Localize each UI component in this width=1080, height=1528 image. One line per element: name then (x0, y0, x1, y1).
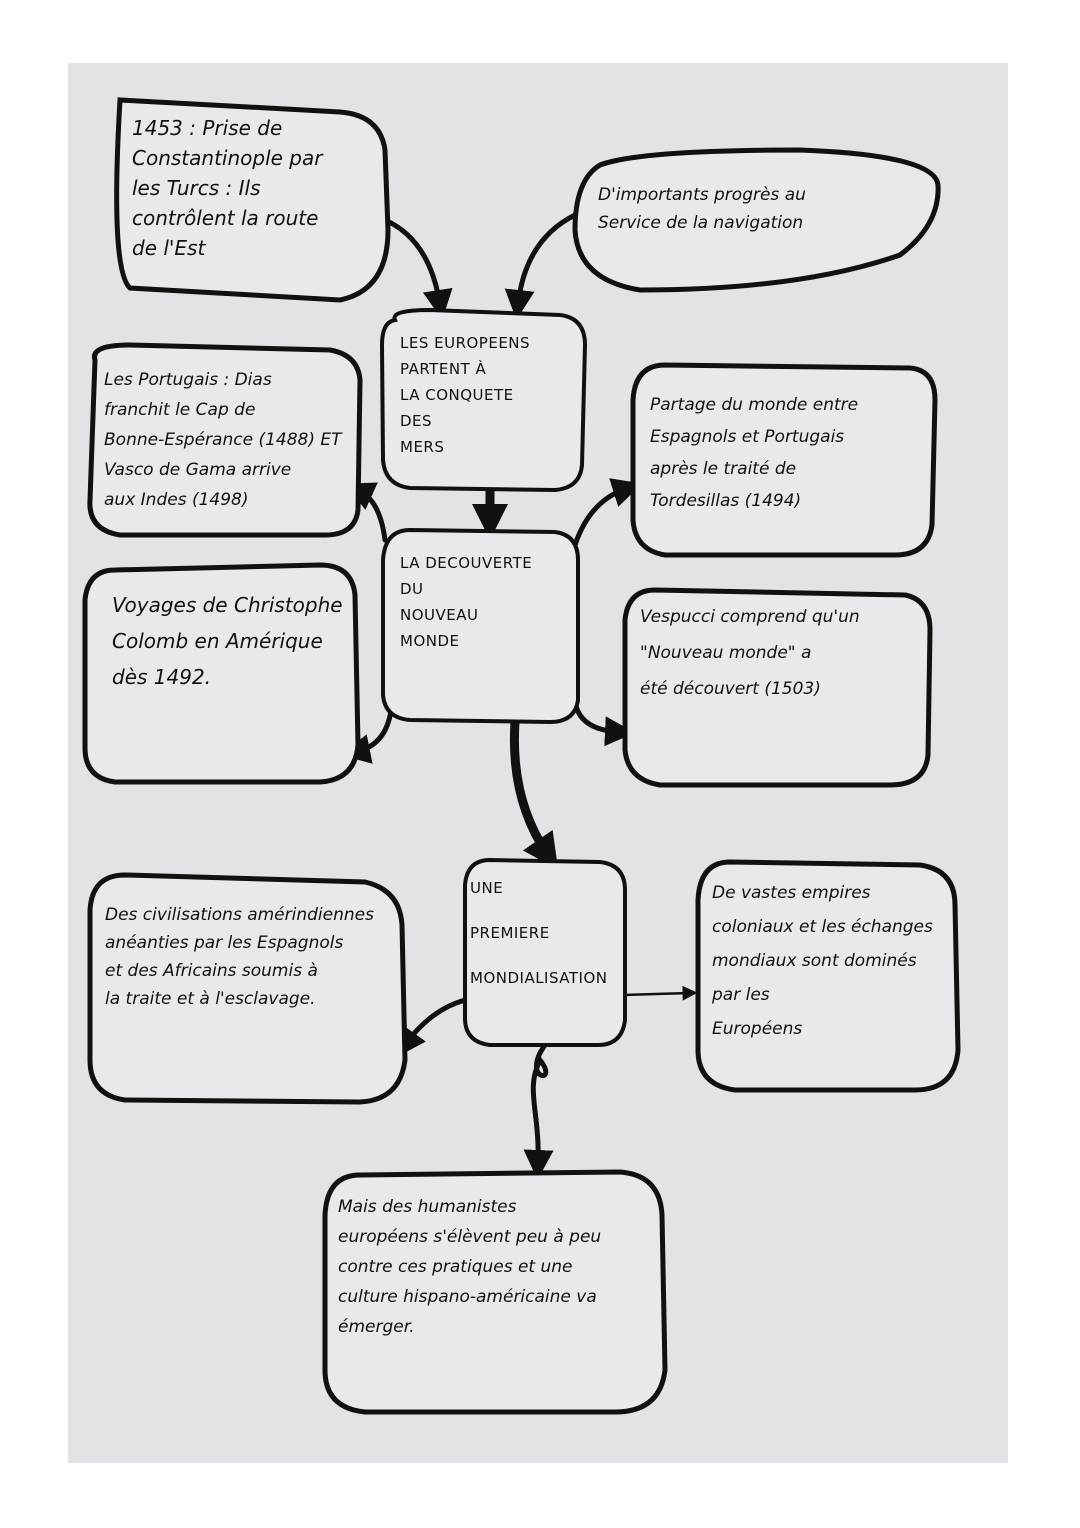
node-text-line: De vastes empires (712, 883, 871, 903)
node-text-line: de l'Est (132, 236, 206, 260)
node-text-line: été découvert (1503) (640, 679, 821, 699)
node-text-line: par les (712, 985, 770, 1005)
node-text-line: Espagnols et Portugais (650, 427, 845, 447)
node-text-line: LES EUROPEENS (400, 334, 531, 352)
node-text-line: contre ces pratiques et une (338, 1257, 573, 1277)
arrow-mondialisation-to-humanistes (533, 1045, 546, 1165)
node-text-line: PARTENT À (400, 360, 487, 378)
node-text-line: dès 1492. (112, 665, 212, 689)
node-decouverte (383, 530, 578, 722)
node-text-line: LA DECOUVERTE (400, 554, 533, 572)
node-text-line: Service de la navigation (598, 213, 804, 233)
node-empires (698, 862, 958, 1090)
node-text-line: après le traité de (650, 459, 797, 479)
node-text-line: Européens (712, 1019, 803, 1039)
node-text-line: aux Indes (1498) (104, 490, 249, 510)
arrow-decouverte-to-mondialisation (514, 722, 548, 855)
node-navigation (575, 150, 938, 290)
node-text-line: Mais des humanistes (338, 1197, 517, 1217)
arrow-mondialisation-to-empires (622, 993, 690, 995)
node-text-line: DU (400, 580, 424, 598)
node-text-line: DES (400, 412, 433, 430)
node-text-line: Vespucci comprend qu'un (640, 607, 860, 627)
node-text-line: D'importants progrès au (598, 185, 806, 205)
node-text-line: contrôlent la route (132, 206, 319, 230)
arrow-navigation-to-conquete (518, 215, 575, 305)
node-text-line: MONDE (400, 632, 460, 650)
node-tordesillas (633, 365, 935, 555)
node-humanistes (325, 1172, 665, 1412)
arrow-decouverte-to-vespucci (575, 700, 620, 732)
node-text-line: anéanties par les Espagnols (105, 933, 344, 953)
node-text-line: Colomb en Amérique (112, 629, 323, 653)
node-text-line: Voyages de Christophe (112, 593, 343, 617)
node-text-line: PREMIERE (470, 924, 550, 942)
node-text-line: Vasco de Gama arrive (104, 460, 292, 480)
node-text-line: les Turcs : Ils (132, 176, 261, 200)
node-text-line: Partage du monde entre (650, 395, 859, 415)
arrow-decouverte-to-tordesillas (575, 488, 628, 545)
node-colomb (85, 565, 358, 782)
node-text-line: UNE (470, 879, 504, 897)
node-text-line: et des Africains soumis à (105, 961, 318, 981)
node-text-line: coloniaux et les échanges (712, 917, 933, 937)
node-conquete (382, 310, 585, 490)
node-text-line: "Nouveau monde" a (640, 643, 812, 663)
arrow-mondialisation-to-civilisations (405, 1000, 465, 1045)
node-text-line: mondiaux sont dominés (712, 951, 917, 971)
node-text-line: européens s'élèvent peu à peu (338, 1227, 602, 1247)
node-civilisations (90, 875, 405, 1102)
node-constantinople (117, 100, 388, 300)
node-text-line: NOUVEAU (400, 606, 479, 624)
node-text-line: MONDIALISATION (470, 969, 608, 987)
node-text-line: culture hispano-américaine va (338, 1287, 597, 1307)
node-portugais (90, 345, 360, 535)
node-text-line: Bonne-Espérance (1488) ET (104, 430, 342, 450)
node-text-line: Les Portugais : Dias (104, 370, 272, 390)
node-text-line: Constantinople par (132, 146, 323, 170)
node-text-line: 1453 : Prise de (132, 116, 283, 140)
node-text-line: Tordesillas (1494) (650, 491, 802, 511)
node-text-line: la traite et à l'esclavage. (105, 989, 316, 1009)
node-text-line: LA CONQUETE (400, 386, 514, 404)
arrow-constantinople-to-conquete (385, 220, 440, 305)
node-text-line: MERS (400, 438, 445, 456)
node-vespucci (625, 590, 930, 785)
arrow-decouverte-to-portugais (358, 490, 385, 540)
node-text-line: Des civilisations amérindiennes (105, 905, 374, 925)
node-text-line: émerger. (338, 1317, 415, 1337)
node-text-line: franchit le Cap de (104, 400, 256, 420)
node-mondialisation (465, 860, 625, 1045)
